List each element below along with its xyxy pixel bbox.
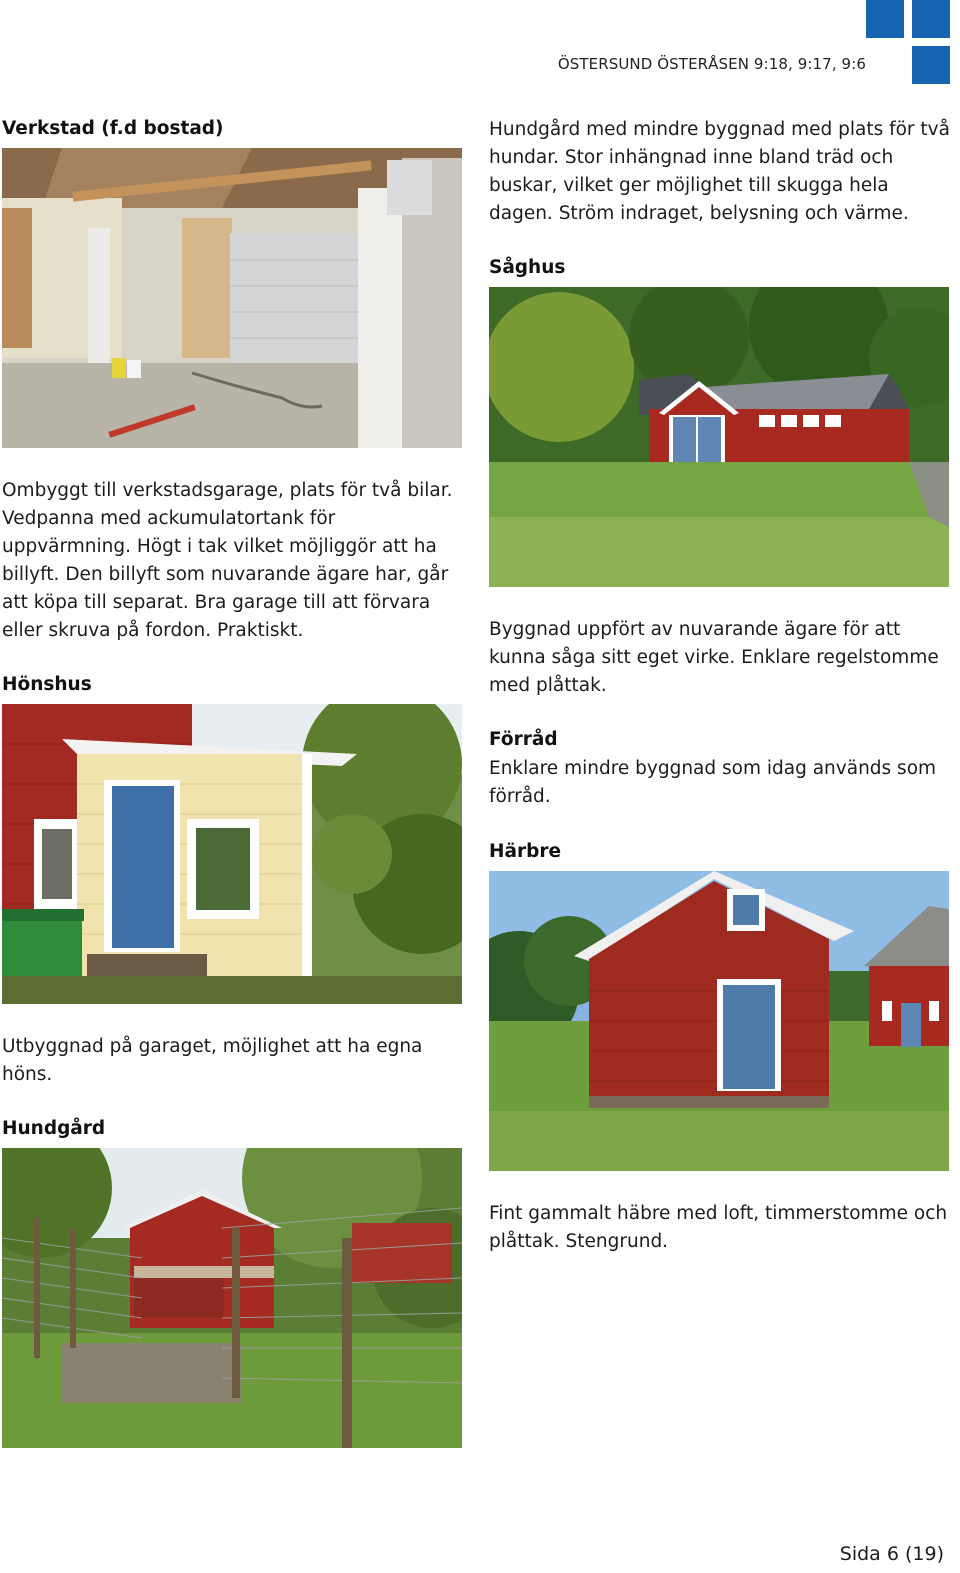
saghus-photo xyxy=(489,287,949,587)
verkstad-line: billyft. Den billyft som nuvarande ägare har, går xyxy=(2,564,449,585)
hundgard-line: dagen. Ström indraget, belysning och värme. xyxy=(489,203,909,224)
harbre-heading: Härbre xyxy=(489,841,562,862)
forrad-line: förråd. xyxy=(489,786,551,807)
honshus-heading: Hönshus xyxy=(2,674,92,695)
harbre-line: Fint gammalt häbre med loft, timmerstomme och xyxy=(489,1203,948,1224)
hundgard-line: Hundgård med mindre byggnad med plats för två xyxy=(489,119,950,140)
harbre-photo xyxy=(489,871,949,1171)
verkstad-heading: Verkstad (f.d bostad) xyxy=(2,118,224,139)
forrad-line: Enklare mindre byggnad som idag används som xyxy=(489,758,937,779)
saghus-line: Byggnad uppfört av nuvarande ägare för att xyxy=(489,619,901,640)
honshus-line: höns. xyxy=(2,1064,53,1085)
verkstad-description xyxy=(2,477,462,645)
logo-square-2 xyxy=(912,0,950,38)
honshus-description xyxy=(2,1033,462,1089)
saghus-heading: Såghus xyxy=(489,257,566,278)
verkstad-line: att köpa till separat. Bra garage till att förvara xyxy=(2,592,431,613)
saghus-line: kunna såga sitt eget virke. Enklare regelstomme xyxy=(489,647,939,668)
verkstad-line: eller skruva på fordon. Praktiskt. xyxy=(2,620,304,641)
verkstad-line: Vedpanna med ackumulatortank för xyxy=(2,508,336,529)
honshus-photo xyxy=(2,704,462,1004)
hundgard-line: buskar, vilket ger möjlighet till skugga hela xyxy=(489,175,889,196)
page-number: Sida 6 (19) xyxy=(839,1543,944,1565)
logo-square-1 xyxy=(866,0,904,38)
harbre-description xyxy=(489,1200,959,1256)
honshus-line: Utbyggnad på garaget, möjlighet att ha egna xyxy=(2,1036,423,1057)
saghus-description xyxy=(489,616,959,700)
hundgard-heading: Hundgård xyxy=(2,1118,106,1139)
hundgard-line: hundar. Stor inhängnad inne bland träd och xyxy=(489,147,894,168)
property-header: ÖSTERSUND ÖSTERÅSEN 9:18, 9:17, 9:6 xyxy=(557,55,866,73)
harbre-line: plåttak. Stengrund. xyxy=(489,1231,669,1252)
forrad-heading: Förråd xyxy=(489,729,558,750)
hundgard-photo xyxy=(2,1148,462,1448)
logo-square-3 xyxy=(912,46,950,84)
verkstad-line: Ombyggt till verkstadsgarage, plats för två bilar. xyxy=(2,480,453,501)
verkstad-line: uppvärmning. Högt i tak vilket möjliggör att ha xyxy=(2,536,437,557)
forrad-description xyxy=(489,755,959,811)
saghus-line: med plåttak. xyxy=(489,675,607,696)
hundgard-description xyxy=(489,116,959,228)
verkstad-photo xyxy=(2,148,462,448)
